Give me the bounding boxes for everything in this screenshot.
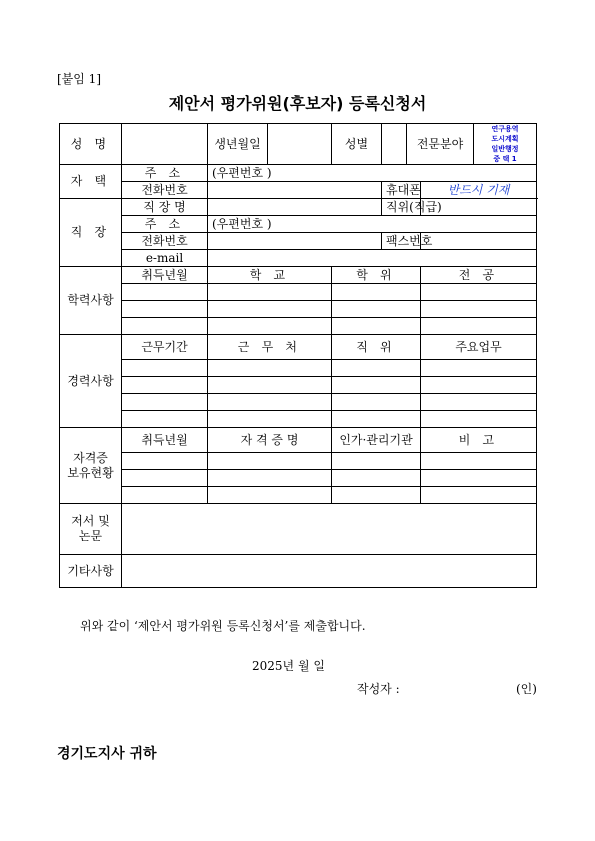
home-phone-field[interactable] xyxy=(208,182,382,199)
education-header: 전 공 xyxy=(421,267,537,284)
position-label: 직위(직급) xyxy=(382,199,421,216)
license-cell[interactable] xyxy=(421,453,537,470)
fax-field[interactable] xyxy=(421,233,537,250)
seal-mark: (인) xyxy=(516,682,537,696)
attachment-label: [붙임 1] xyxy=(57,72,101,86)
education-cell[interactable] xyxy=(122,284,208,301)
email-label: e-mail xyxy=(122,250,208,267)
license-header: 인가·관리기관 xyxy=(332,428,421,453)
career-cell[interactable] xyxy=(208,394,332,411)
home-address-field[interactable] xyxy=(208,165,537,182)
papers-label-line1: 저서 및 xyxy=(71,514,110,528)
date-line: 2025년 월 일 xyxy=(252,659,325,673)
education-cell[interactable] xyxy=(208,318,332,335)
career-cell[interactable] xyxy=(421,394,537,411)
gender-field[interactable] xyxy=(382,124,407,165)
email-field[interactable] xyxy=(208,250,537,267)
field-options[interactable] xyxy=(474,124,537,165)
career-header: 근 무 처 xyxy=(208,335,332,360)
license-header: 비 고 xyxy=(421,428,537,453)
career-cell[interactable] xyxy=(208,411,332,428)
papers-label xyxy=(60,504,122,555)
other-label: 기타사항 xyxy=(60,555,122,588)
career-cell[interactable] xyxy=(122,411,208,428)
license-cell[interactable] xyxy=(208,487,332,504)
work-postal-text: (우편번호 ) xyxy=(212,216,272,231)
license-cell[interactable] xyxy=(421,470,537,487)
career-label: 경력사항 xyxy=(60,335,122,428)
license-cell[interactable] xyxy=(332,487,421,504)
home-postal-text: (우편번호 ) xyxy=(212,165,272,180)
education-cell[interactable] xyxy=(332,318,421,335)
license-cell[interactable] xyxy=(332,470,421,487)
papers-label-line2: 논문 xyxy=(78,529,103,543)
papers-field[interactable] xyxy=(122,504,537,555)
birth-label: 생년월일 xyxy=(208,124,268,165)
career-cell[interactable] xyxy=(208,360,332,377)
license-cell[interactable] xyxy=(122,470,208,487)
education-cell[interactable] xyxy=(421,284,537,301)
license-cell[interactable] xyxy=(332,453,421,470)
mobile-label: 휴대폰 xyxy=(382,182,421,199)
education-cell[interactable] xyxy=(208,301,332,318)
field-option: 도시계획 xyxy=(491,135,519,143)
career-cell[interactable] xyxy=(122,360,208,377)
work-phone-field[interactable] xyxy=(208,233,382,250)
work-address-label: 주 소 xyxy=(122,216,208,233)
career-cell[interactable] xyxy=(332,394,421,411)
education-header: 학 위 xyxy=(332,267,421,284)
license-cell[interactable] xyxy=(208,470,332,487)
career-cell[interactable] xyxy=(332,411,421,428)
career-header: 근무기간 xyxy=(122,335,208,360)
field-option: 일반행정 xyxy=(491,145,519,153)
license-label-line2: 보유현황 xyxy=(67,465,114,480)
field-option: 연구용역 xyxy=(491,125,519,133)
license-cell[interactable] xyxy=(122,487,208,504)
career-cell[interactable] xyxy=(122,377,208,394)
education-header: 취득년월 xyxy=(122,267,208,284)
field-option: 중 택 1 xyxy=(493,155,517,163)
license-header: 자 격 증 명 xyxy=(208,428,332,453)
education-cell[interactable] xyxy=(208,284,332,301)
home-phone-label: 전화번호 xyxy=(122,182,208,199)
education-cell[interactable] xyxy=(332,284,421,301)
fax-label: 팩스번호 xyxy=(382,233,421,250)
career-cell[interactable] xyxy=(332,377,421,394)
license-label xyxy=(60,428,122,504)
career-cell[interactable] xyxy=(332,360,421,377)
addressee: 경기도지사 귀하 xyxy=(57,746,157,762)
career-cell[interactable] xyxy=(122,394,208,411)
license-cell[interactable] xyxy=(421,487,537,504)
education-cell[interactable] xyxy=(332,301,421,318)
mobile-field[interactable]: 반드시 기재 xyxy=(421,182,537,199)
workplace-field[interactable] xyxy=(208,199,382,216)
education-cell[interactable] xyxy=(122,301,208,318)
career-cell[interactable] xyxy=(208,377,332,394)
license-header: 취득년월 xyxy=(122,428,208,453)
work-phone-label: 전화번호 xyxy=(122,233,208,250)
home-label: 자 택 xyxy=(60,165,122,199)
author-label: 작성자 : xyxy=(357,682,400,696)
page-title: 제안서 평가위원(후보자) 등록신청서 xyxy=(168,94,427,113)
license-label-line1: 자격증 xyxy=(73,450,108,465)
home-address-label: 주 소 xyxy=(122,165,208,182)
career-cell[interactable] xyxy=(421,360,537,377)
education-cell[interactable] xyxy=(122,318,208,335)
career-cell[interactable] xyxy=(421,377,537,394)
other-field[interactable] xyxy=(122,555,537,588)
license-cell[interactable] xyxy=(122,453,208,470)
registration-form-table xyxy=(59,123,537,588)
education-label: 학력사항 xyxy=(60,267,122,335)
work-label: 직 장 xyxy=(60,199,122,267)
name-field[interactable] xyxy=(122,124,208,165)
license-cell[interactable] xyxy=(208,453,332,470)
statement-text: 위와 같이 ‘제안서 평가위원 등록신청서’를 제출합니다. xyxy=(80,619,366,633)
work-address-field[interactable] xyxy=(208,216,537,233)
birth-field[interactable] xyxy=(268,124,332,165)
workplace-label: 직 장 명 xyxy=(122,199,208,216)
education-cell[interactable] xyxy=(421,318,537,335)
education-cell[interactable] xyxy=(421,301,537,318)
gender-label: 성별 xyxy=(332,124,382,165)
career-header: 주요업무 xyxy=(421,335,537,360)
name-label: 성 명 xyxy=(60,124,122,165)
field-label: 전문분야 xyxy=(407,124,474,165)
career-cell[interactable] xyxy=(421,411,537,428)
education-header: 학 교 xyxy=(208,267,332,284)
career-header: 직 위 xyxy=(332,335,421,360)
